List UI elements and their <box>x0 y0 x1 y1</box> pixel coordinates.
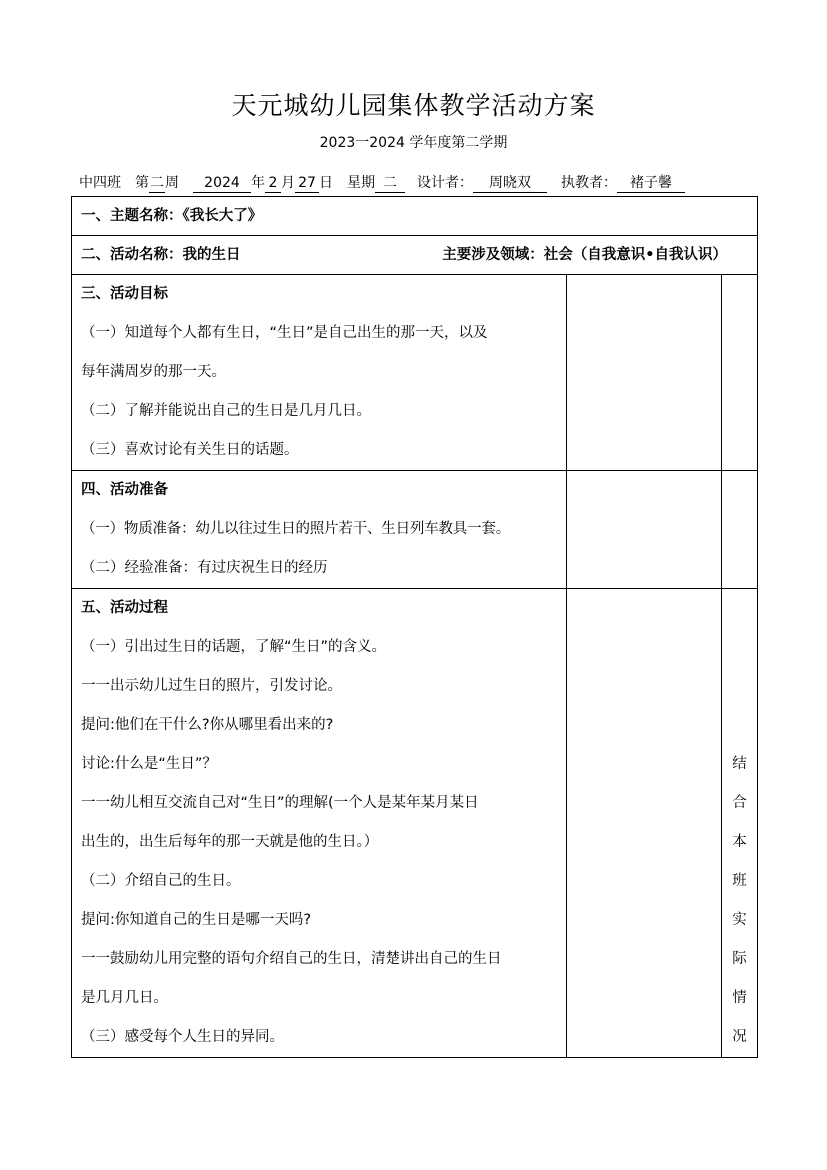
teacher-label: 执教者： <box>561 175 617 191</box>
day-value: 27 <box>295 174 319 193</box>
process-line: （一）引出过生日的话题，了解“生日”的含义。 <box>81 639 387 655</box>
activity-row <box>72 236 758 275</box>
side-note-char: 情 <box>732 990 747 1006</box>
teacher-name: 褚子馨 <box>617 174 685 193</box>
theme-title: 一、主题名称：《我长大了》 <box>81 208 263 224</box>
process-side-note <box>721 589 757 1058</box>
weekday-value: 二 <box>375 174 405 193</box>
process-line: 提问:你知道自己的生日是哪一天吗? <box>81 912 312 928</box>
process-line: （三）感受每个人生日的异同。 <box>81 1029 284 1045</box>
designer-name: 周晓双 <box>473 174 547 193</box>
process-line: 一一鼓励幼儿用完整的语句介绍自己的生日，清楚讲出自己的生日 <box>81 951 502 967</box>
lesson-plan-table <box>71 196 758 1058</box>
process-line: 一一出示幼儿过生日的照片，引发讨论。 <box>81 678 342 694</box>
process-line: 出生的，出生后每年的那一天就是他的生日。） <box>81 834 379 850</box>
process-heading: 五、活动过程 <box>81 600 168 616</box>
goals-side-cell <box>721 275 757 471</box>
process-line: 是几月几日。 <box>81 990 168 1006</box>
process-line: 讨论:什么是“生日”？ <box>81 756 217 772</box>
activity-domain: 主要涉及领域：社会（自我意识•自我认识） <box>442 247 727 263</box>
goals-line: （三）喜欢讨论有关生日的话题。 <box>81 442 299 458</box>
process-row <box>72 589 758 1058</box>
class-name: 中四班 <box>79 175 121 191</box>
process-line: （二）介绍自己的生日。 <box>81 873 241 889</box>
goals-line: （二）了解并能说出自己的生日是几月几日。 <box>81 403 371 419</box>
process-notes-cell <box>566 589 721 1058</box>
month-label: 月 <box>281 175 295 191</box>
process-line: 一一幼儿相互交流自己对“生日”的理解(一个人是某年某月某日 <box>81 795 479 811</box>
side-note-char: 合 <box>732 795 747 811</box>
week-suffix: 周 <box>165 175 179 191</box>
prep-heading: 四、活动准备 <box>81 482 168 498</box>
designer-label: 设计者： <box>417 175 473 191</box>
year-value: 2024 <box>193 174 251 193</box>
goals-line: 每年满周岁的那一天。 <box>81 364 226 380</box>
semester-subtitle: 2023一2024 学年度第二学期 <box>319 135 508 151</box>
side-note-char: 实 <box>732 912 747 928</box>
year-label: 年 <box>251 175 265 191</box>
week-number: 二 <box>150 175 164 191</box>
header-info-line <box>79 172 685 193</box>
process-line: 提问:他们在干什么?你从哪里看出来的? <box>81 717 334 733</box>
prep-notes-cell <box>566 471 721 589</box>
side-note-char: 结 <box>732 756 747 772</box>
goals-heading: 三、活动目标 <box>81 286 168 302</box>
document-title: 天元城幼儿园集体教学活动方案 <box>231 91 596 120</box>
goals-notes-cell <box>566 275 721 471</box>
prep-row <box>72 471 758 589</box>
prep-side-cell <box>721 471 757 589</box>
goals-line: （一）知道每个人都有生日，“生日”是自己出生的那一天，以及 <box>81 325 488 341</box>
goals-row <box>72 275 758 471</box>
prep-line: （一）物质准备：幼儿以往过生日的照片若干、生日列车教具一套。 <box>81 521 510 537</box>
month-value: 2 <box>265 174 281 193</box>
side-note-char: 况 <box>732 1029 747 1045</box>
theme-row <box>72 197 758 236</box>
prep-line: （二）经验准备：有过庆祝生日的经历 <box>81 560 328 576</box>
weekday-label: 星期 <box>347 175 375 191</box>
activity-name: 二、活动名称：我的生日 <box>81 247 241 263</box>
side-note-char: 本 <box>732 834 747 850</box>
side-note-char: 际 <box>732 951 747 967</box>
day-label: 日 <box>319 175 333 191</box>
week-prefix: 第 <box>135 175 149 191</box>
side-note-char: 班 <box>732 873 747 889</box>
